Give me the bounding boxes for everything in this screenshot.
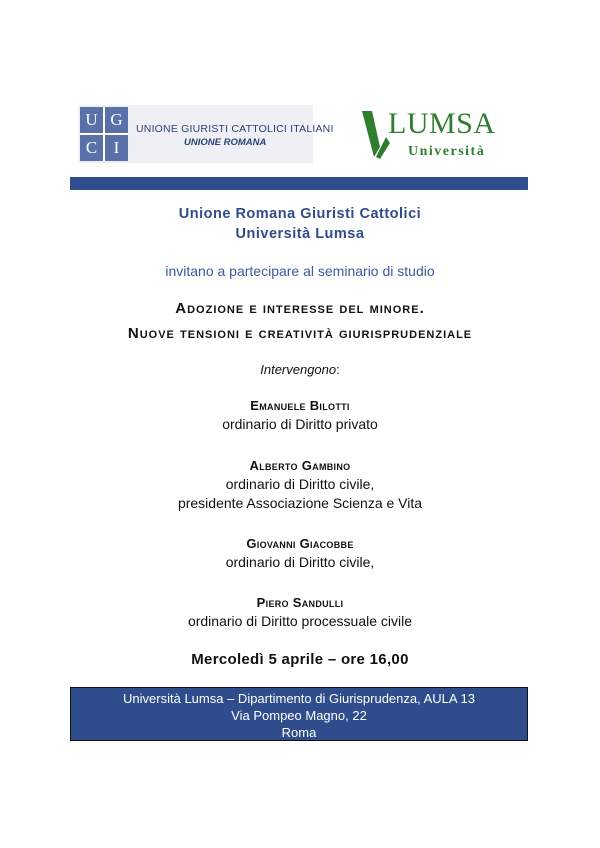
lumsa-subtitle: Università	[408, 144, 486, 159]
ugci-letter: C	[80, 135, 103, 161]
venue-box	[70, 687, 528, 741]
intervengono-label: Intervengono:	[260, 362, 340, 377]
seminar-title-line-1: Adozione e interesse del minore.	[175, 300, 425, 317]
venue-line-3: Roma	[281, 725, 317, 740]
organizer-2: Università Lumsa	[235, 226, 365, 242]
speaker-role: ordinario di Diritto civile,	[225, 476, 375, 492]
speaker-role: ordinario di Diritto processuale civile	[187, 613, 413, 629]
lumsa-logo	[358, 107, 496, 163]
invitation-text: invitano a partecipare al seminario di studio	[165, 263, 435, 279]
ugci-letter: U	[80, 107, 103, 133]
speaker-role: ordinario di Diritto civile,	[225, 554, 375, 570]
organizer-1: Unione Romana Giuristi Cattolici	[178, 206, 422, 222]
ugci-letter: G	[105, 107, 128, 133]
event-date: Mercoledì 5 aprile – ore 16,00	[191, 651, 409, 668]
speaker-name: Giovanni Giacobbe	[246, 536, 354, 551]
ugci-logo	[78, 105, 334, 163]
ugci-letter: I	[105, 135, 128, 161]
ugci-letter-grid	[80, 107, 128, 161]
speaker-role: ordinario di Diritto privato	[222, 416, 378, 432]
lumsa-leaf-icon	[360, 107, 390, 159]
speaker-name: Emanuele Bilotti	[250, 398, 350, 413]
ugci-name: UNIONE GIURISTI CATTOLICI ITALIANI	[136, 123, 334, 135]
speaker-role: presidente Associazione Scienza e Vita	[177, 495, 423, 511]
lumsa-wordmark: LUMSA	[388, 107, 496, 140]
speaker-name: Piero Sandulli	[256, 595, 344, 610]
header-divider-bar	[70, 177, 528, 190]
speaker-name: Alberto Gambino	[249, 458, 351, 473]
ugci-subname: UNIONE ROMANA	[184, 137, 267, 148]
venue-line-1: Università Lumsa – Dipartimento di Giurisprudenza, AULA 13	[123, 691, 475, 706]
seminar-title-line-2: Nuove tensioni e creatività giurisprudenziale	[127, 325, 473, 342]
venue-line-2: Via Pompeo Magno, 22	[231, 708, 367, 723]
intervengono-text: Intervengono	[260, 362, 337, 377]
